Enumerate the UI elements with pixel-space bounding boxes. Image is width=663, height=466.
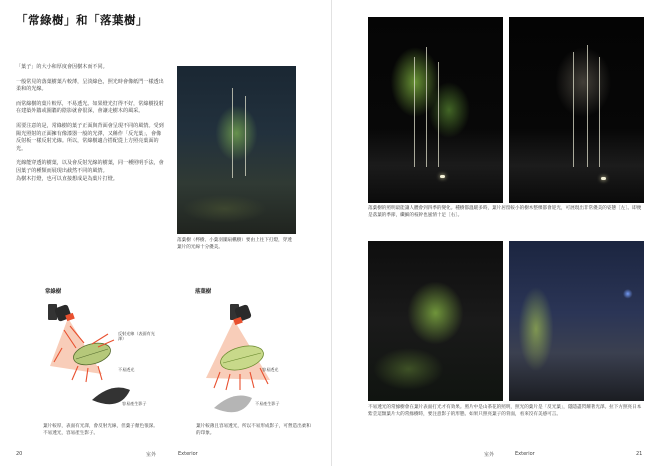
tree-trunk bbox=[245, 96, 246, 176]
tree-trunk bbox=[573, 52, 574, 167]
section-en-right: Exterior bbox=[515, 451, 535, 457]
section-jp-right: 室外 bbox=[484, 452, 495, 458]
section-en-left: Exterior bbox=[178, 451, 198, 457]
ground-spotlight bbox=[440, 175, 445, 178]
page-number-left: 20 bbox=[16, 451, 23, 457]
tree-trunk bbox=[438, 62, 439, 167]
intro-text bbox=[16, 64, 164, 190]
page-number-right: 21 bbox=[636, 451, 643, 457]
deciduous-transmit-label: 容易透光 bbox=[262, 367, 279, 372]
spotlight-icon bbox=[48, 304, 75, 322]
deciduous-label: 落葉樹 bbox=[195, 289, 212, 295]
left-page bbox=[0, 0, 331, 466]
intro-paragraph: 一般常見的落葉樹葉片較薄，呈淡綠色，照光時會像紙門一樣透出柔和的光線。 bbox=[16, 78, 164, 93]
intro-paragraph: 「葉子」的大小和厚度會因樹木而不同。 bbox=[16, 64, 108, 70]
street-evergreen-photo bbox=[509, 241, 644, 401]
bottom-photos-caption: 不易透光的常綠樹會在葉片表面打光才有效果。照片中是山茶花的照明，照光的葉片是「反光葉」，隱隱盡閃耀著光澤。拉下方照亮日本紫莖這類葉片大的常綠樹時，要注意影子的形態。如果只照亮葉子的背面，看來沒有美感可言。 bbox=[368, 405, 642, 417]
tree-trunk bbox=[426, 47, 427, 167]
section-jp-left: 室外 bbox=[146, 452, 157, 458]
deciduous-shadow-label: 不易產生影子 bbox=[255, 401, 280, 406]
evergreen-caption: 葉片較厚，表面有光澤，會反射光線，但葉子顏色很深。不易透光，容易產生影子。 bbox=[43, 424, 158, 436]
evergreen-label: 常綠樹 bbox=[45, 289, 62, 295]
deciduous-caption: 葉片較薄且容易透光，所以不易形成影子，可營造出柔和的印象。 bbox=[196, 424, 311, 436]
intro-paragraph: 而常綠樹的葉片較厚，不易透光。如果燈光打得不好，常綠樹投射在建築外牆或圍牆的陰影就會很深，會讓走樹木的風采。 bbox=[16, 100, 164, 115]
tree-trunk bbox=[232, 88, 233, 178]
deciduous-tree-summer-photo bbox=[368, 17, 503, 203]
evergreen-reflect-label: 反射光線（表面有光澤） bbox=[118, 331, 155, 342]
intro-paragraph: 為樹木打燈，也可以直接想成是為葉片打燈。 bbox=[16, 175, 118, 182]
ground-spotlight bbox=[601, 177, 606, 180]
light-shadow-leaf bbox=[214, 396, 252, 413]
deciduous-tree-winter-photo bbox=[509, 17, 644, 203]
evergreen-transmit-label: 不易透光 bbox=[118, 367, 135, 372]
page-title: 「常綠樹」和「落葉樹」 bbox=[16, 13, 148, 27]
tree-trunk bbox=[587, 45, 588, 167]
intro-paragraph: 需要注意的是，常綠樹的葉子正面與背面會呈現不同的風情。受到陽光照射的正面擁有像漆器一般的光澤，又稱作「反光葉」，會像反射板一樣反射光線。所以，常綠樹適合搭配從上方照亮葉面的光。 bbox=[16, 122, 164, 152]
top-photos-caption: 落葉樹的照明最能讓人體會到四季的變化。種樹都溫暖多時，葉片居留較小的樹木整棵都會迎光，可展現出非常優美的姿態［左］。即便是落葉的季節，纖細的枝幹也風情十足［右］。 bbox=[368, 206, 642, 218]
tree-trunk bbox=[414, 57, 415, 167]
deciduous-tree-night-photo bbox=[177, 66, 296, 234]
left-photo-caption: 落葉樹（梣樹、小葉羽團扇楓樹）要由上往下打燈，穿透葉片的光線十分優美。 bbox=[177, 238, 292, 250]
intro-paragraph: 光線能穿透的樹葉，以及會反射光線的樹葉，同一種照明手法，會因葉子的種類而展現出截然不同的風情。 bbox=[16, 160, 164, 174]
evergreen-diagram bbox=[40, 296, 170, 422]
evergreen-shadow-label: 容易產生影子 bbox=[122, 401, 147, 406]
camellia-night-photo bbox=[368, 241, 503, 401]
tree-trunk bbox=[599, 57, 600, 167]
